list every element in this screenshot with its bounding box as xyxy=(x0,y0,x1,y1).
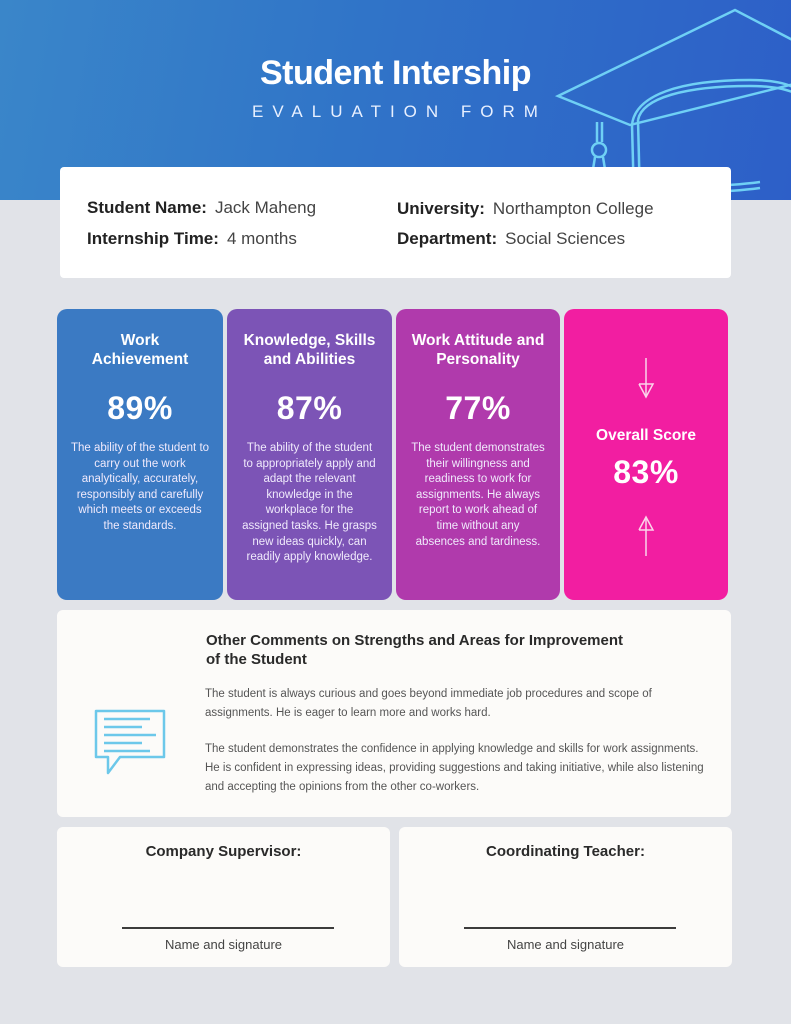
score-card-work-attitude xyxy=(396,309,560,600)
overall-score-value: 83% xyxy=(613,454,679,490)
student-name-value: Jack Maheng xyxy=(214,198,317,217)
comments-paragraph-2: The student demonstrates the confidence in applying knowledge and skills for work assignments. He is confident in expressing ideas, providing suggestions and taking initiative, while also listening and accepting the opinions from the other co-workers. xyxy=(205,743,704,793)
comments-title: Other Comments on Strengths and Areas for Improvement of the Student xyxy=(206,632,624,668)
department-row xyxy=(397,229,625,249)
signature-title: Company Supervisor: xyxy=(145,843,302,860)
score-card-value: 77% xyxy=(445,390,511,426)
department-label: Department: xyxy=(397,229,498,248)
student-info-card xyxy=(60,167,731,278)
internship-time-row xyxy=(87,229,297,249)
signature-line[interactable] xyxy=(464,927,676,929)
signature-card-supervisor xyxy=(57,827,390,967)
university-value: Northampton College xyxy=(492,199,654,218)
score-card-title: Work Achievement xyxy=(91,332,189,368)
score-card-title: Knowledge, Skills and Abilities xyxy=(243,332,376,368)
page-title: Student Intership xyxy=(259,54,532,92)
overall-score-label: Overall Score xyxy=(596,427,696,444)
score-card-title: Work Attitude and Personality xyxy=(411,332,545,368)
signature-title: Coordinating Teacher: xyxy=(486,843,645,860)
signature-card-teacher xyxy=(399,827,732,967)
chat-message-icon xyxy=(92,707,172,777)
overall-score-card xyxy=(564,309,728,600)
university-label: University: xyxy=(397,199,485,218)
score-card-knowledge-skills xyxy=(227,309,392,600)
university-row xyxy=(397,199,654,219)
arrow-down-icon xyxy=(636,357,656,399)
signature-caption: Name and signature xyxy=(506,937,625,952)
student-name-label: Student Name: xyxy=(87,198,207,217)
score-card-work-achievement xyxy=(57,309,223,600)
score-card-value: 89% xyxy=(107,390,173,426)
score-card-description: The ability of the student to appropriately apply and adapt the relevant knowledge in the workplace for the assigned tasks. He grasps new ideas quickly, can readily apply knowledge. xyxy=(242,442,377,564)
signature-caption: Name and signature xyxy=(164,937,283,952)
comments-card xyxy=(57,610,731,817)
arrow-up-icon xyxy=(636,515,656,557)
page-subtitle: EVALUATION FORM xyxy=(252,102,547,121)
internship-time-label: Internship Time: xyxy=(87,229,219,248)
score-card-description: The student demonstrates their willingness and readiness to work for assignments. He always report to work ahead of time without any absences and tardiness. xyxy=(411,442,545,548)
internship-time-value: 4 months xyxy=(226,229,297,248)
department-value: Social Sciences xyxy=(505,229,626,248)
signature-line[interactable] xyxy=(122,927,334,929)
comments-paragraph-1: The student is always curious and goes beyond immediate job procedures and scope of assignments. He is eager to learn more and works hard. xyxy=(205,688,652,719)
student-name-row xyxy=(87,198,316,218)
score-card-value: 87% xyxy=(276,390,343,426)
score-card-description: The ability of the student to carry out the work analytically, accurately, responsibly and carefully which meets or exceeds the standards. xyxy=(70,442,210,532)
